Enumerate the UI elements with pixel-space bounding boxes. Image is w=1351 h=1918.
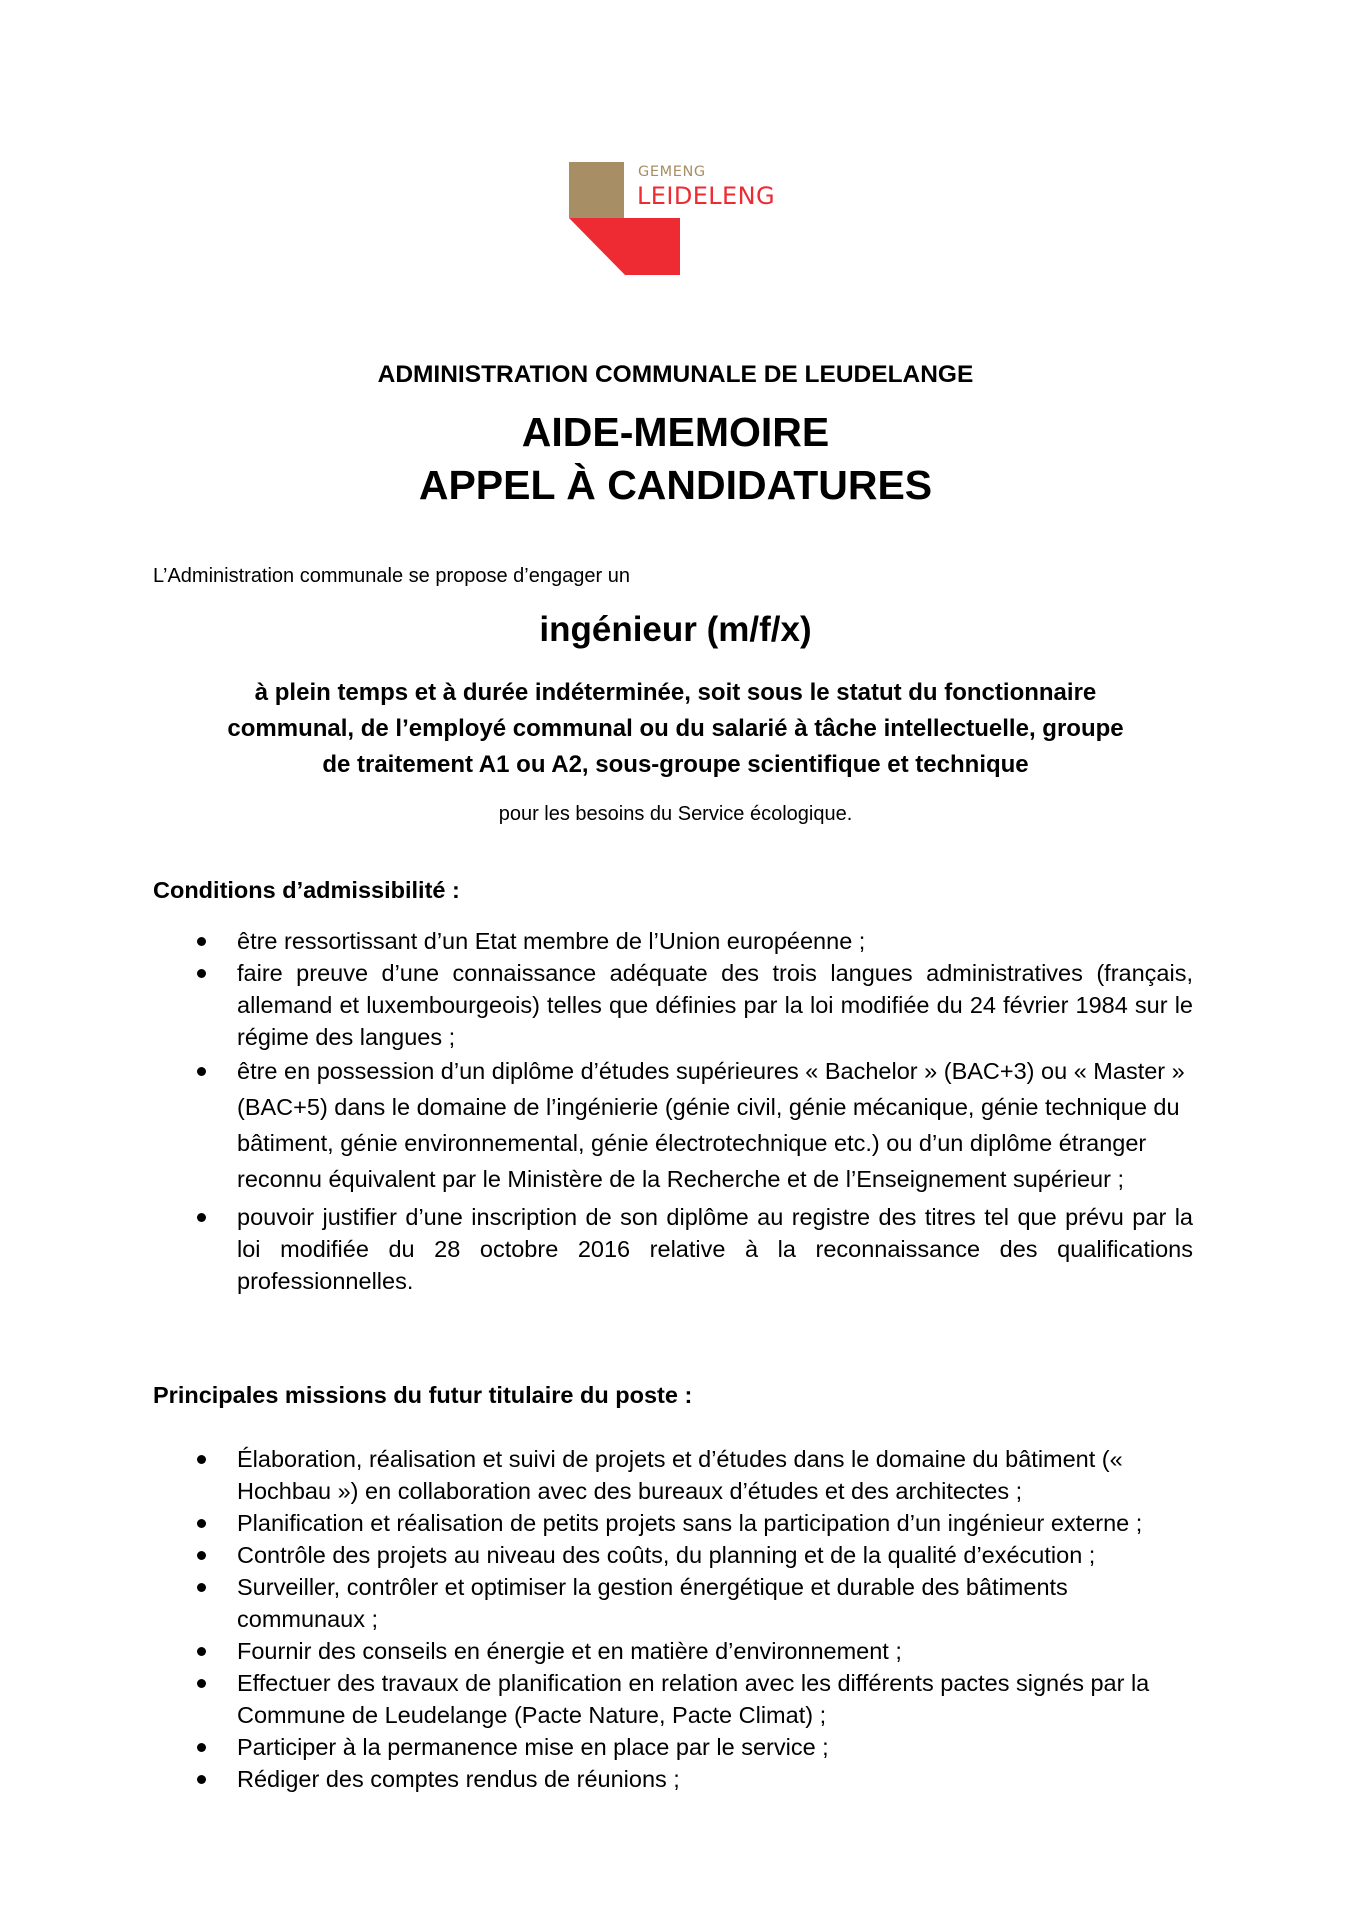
- logo-red-shape: [569, 218, 680, 275]
- terms-line: communal, de l’employé communal ou du salarié à tâche intellectuelle, groupe: [227, 715, 1124, 742]
- bullet-icon: [197, 1775, 206, 1784]
- conditions-list: [153, 925, 1193, 1297]
- organization-name: ADMINISTRATION COMMUNALE DE LEUDELANGE: [377, 361, 974, 388]
- document-title: AIDE-MEMOIRE: [521, 409, 830, 455]
- list-item: Élaboration, réalisation et suivi de projets et d’études dans le domaine du bâtiment (« Hochbau ») en collaboration avec des bureaux d’études et des architectes ;: [153, 1443, 1153, 1507]
- bullet-icon: [197, 1583, 206, 1592]
- logo-text-leideleng: LEIDELENG: [637, 182, 775, 210]
- list-item: être ressortissant d’un Etat membre de l’Union européenne ;: [153, 925, 1193, 957]
- list-item: Contrôle des projets au niveau des coûts, du planning et de la qualité d’exécution ;: [153, 1539, 1153, 1571]
- bullet-icon: [197, 1455, 206, 1464]
- list-item: être en possession d’un diplôme d’études supérieures « Bachelor » (BAC+3) ou « Master » (BAC+5) dans le domaine de l’ingénierie (génie civil, génie mécanique, génie technique du bâtiment, génie environnemental, génie électrotechnique etc.) ou d’un diplôme étranger reconnu équivalent par le Ministère de la Recherche et de l’Enseignement supérieur ;: [153, 1053, 1193, 1197]
- bullet-icon: [197, 1213, 206, 1222]
- missions-heading: Principales missions du futur titulaire du poste :: [153, 1382, 693, 1408]
- bullet-icon: [197, 937, 206, 946]
- list-item: Participer à la permanence mise en place par le service ;: [153, 1731, 1153, 1763]
- list-item: Planification et réalisation de petits projets sans la participation d’un ingénieur externe ;: [153, 1507, 1153, 1539]
- list-item: Surveiller, contrôler et optimiser la gestion énergétique et durable des bâtiments communaux ;: [153, 1571, 1153, 1635]
- municipality-logo: [569, 162, 799, 277]
- bullet-icon: [197, 1067, 206, 1076]
- logo-tan-square: [569, 162, 624, 218]
- list-item: Rédiger des comptes rendus de réunions ;: [153, 1763, 1153, 1795]
- list-item: Effectuer des travaux de planification en relation avec les différents pactes signés par la Commune de Leudelange (Pacte Nature, Pacte Climat) ;: [153, 1667, 1153, 1731]
- list-item: Fournir des conseils en énergie et en matière d’environnement ;: [153, 1635, 1153, 1667]
- conditions-heading: Conditions d’admissibilité :: [153, 877, 460, 903]
- document-subtitle: APPEL À CANDIDATURES: [418, 462, 933, 508]
- employment-terms: [0, 675, 1351, 783]
- list-item: faire preuve d’une connaissance adéquate des trois langues administratives (français, allemand et luxembourgeois) telles que définies par la loi modifiée du 24 février 1984 sur le régime des langues ;: [153, 957, 1193, 1053]
- bullet-icon: [197, 1679, 206, 1688]
- bullet-icon: [197, 1551, 206, 1560]
- intro-text: L’Administration communale se propose d’engager un: [153, 565, 630, 587]
- missions-list: [153, 1443, 1153, 1795]
- terms-line: de traitement A1 ou A2, sous-groupe scientifique et technique: [322, 751, 1029, 778]
- list-item: pouvoir justifier d’une inscription de son diplôme au registre des titres tel que prévu par la loi modifiée du 28 octobre 2016 relative à la reconnaissance des qualifications professionnelles.: [153, 1201, 1193, 1297]
- logo-text-gemeng: GEMENG: [638, 164, 706, 180]
- bullet-icon: [197, 1519, 206, 1528]
- bullet-icon: [197, 969, 206, 978]
- job-title: ingénieur (m/f/x): [539, 610, 812, 649]
- purpose-text: pour les besoins du Service écologique.: [498, 803, 853, 825]
- bullet-icon: [197, 1743, 206, 1752]
- bullet-icon: [197, 1647, 206, 1656]
- terms-line: à plein temps et à durée indéterminée, soit sous le statut du fonctionnaire: [254, 679, 1097, 706]
